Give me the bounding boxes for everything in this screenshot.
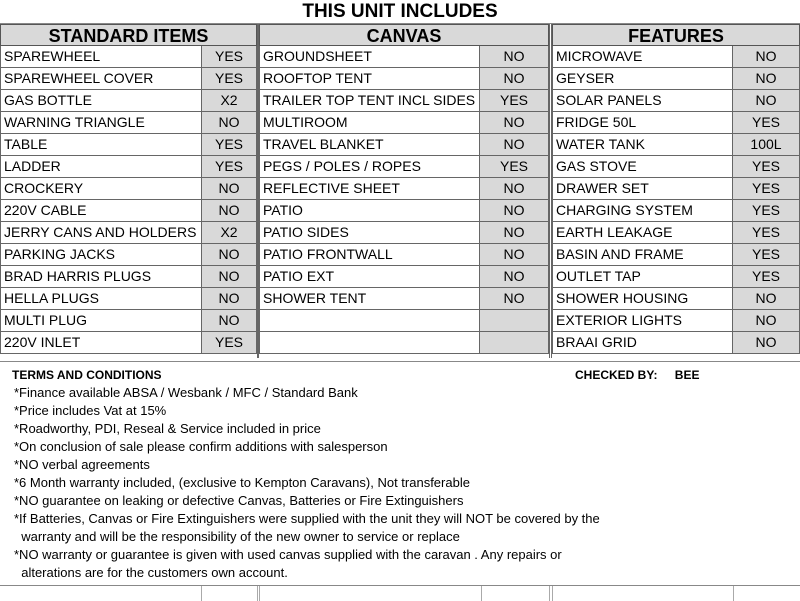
item-name: PARKING JACKS	[0, 244, 202, 265]
item-value: NO	[480, 112, 549, 133]
term-line: *NO warranty or guarantee is given with used canvas supplied with the caravan . Any repairs or	[14, 547, 562, 562]
item-value: YES	[733, 178, 800, 199]
item-value: YES	[480, 90, 549, 111]
item-name: DRAWER SET	[552, 178, 733, 199]
item-value: X2	[202, 90, 257, 111]
standard-row	[0, 200, 257, 222]
item-value: YES	[202, 156, 257, 177]
item-value: NO	[733, 90, 800, 111]
item-name: EXTERIOR LIGHTS	[552, 310, 733, 331]
term-line: *Finance available ABSA / Wesbank / MFC / Standard Bank	[14, 385, 358, 400]
item-name: LADDER	[0, 156, 202, 177]
item-name: BRAD HARRIS PLUGS	[0, 266, 202, 287]
item-value: NO	[202, 310, 257, 331]
item-value: NO	[480, 134, 549, 155]
item-value: YES	[733, 266, 800, 287]
features-row	[552, 156, 800, 178]
item-value: NO	[480, 288, 549, 309]
item-name: SHOWER TENT	[259, 288, 480, 309]
term-line: warranty and will be the responsibility of the new owner to service or replace	[14, 529, 460, 544]
item-value: YES	[733, 200, 800, 221]
item-value: NO	[733, 332, 800, 353]
item-name: GEYSER	[552, 68, 733, 89]
standard-row	[0, 134, 257, 156]
item-value	[480, 310, 549, 331]
term-line: *NO guarantee on leaking or defective Canvas, Batteries or Fire Extinguishers	[14, 493, 464, 508]
item-name: WATER TANK	[552, 134, 733, 155]
item-value: YES	[202, 68, 257, 89]
item-value: 100L	[733, 134, 800, 155]
standard-row	[0, 332, 257, 354]
item-name: GAS BOTTLE	[0, 90, 202, 111]
standard-row	[0, 68, 257, 90]
features-row	[552, 112, 800, 134]
item-value: NO	[202, 112, 257, 133]
features-row	[552, 222, 800, 244]
item-name: TABLE	[0, 134, 202, 155]
canvas-heading: CANVAS	[259, 24, 549, 46]
features-row	[552, 134, 800, 156]
item-name: ROOFTOP TENT	[259, 68, 480, 89]
features-row	[552, 288, 800, 310]
checked-by	[575, 368, 699, 382]
item-name: CROCKERY	[0, 178, 202, 199]
features-row	[552, 332, 800, 354]
features-row	[552, 178, 800, 200]
item-value: NO	[202, 200, 257, 221]
terms-heading: TERMS AND CONDITIONS	[12, 368, 162, 382]
item-value: NO	[202, 244, 257, 265]
item-name: CHARGING SYSTEM	[552, 200, 733, 221]
item-name: FRIDGE 50L	[552, 112, 733, 133]
item-name: MULTIROOM	[259, 112, 480, 133]
item-value: YES	[733, 112, 800, 133]
canvas-row	[259, 244, 549, 266]
item-name: REFLECTIVE SHEET	[259, 178, 480, 199]
checked-by-label: CHECKED BY:	[575, 368, 658, 382]
item-name: OUTLET TAP	[552, 266, 733, 287]
item-value: YES	[733, 156, 800, 177]
term-line: *NO verbal agreements	[14, 457, 150, 472]
item-value: NO	[480, 178, 549, 199]
item-value: YES	[480, 156, 549, 177]
features-row	[552, 200, 800, 222]
standard-row	[0, 288, 257, 310]
item-value: NO	[480, 68, 549, 89]
canvas-row	[259, 310, 549, 332]
item-value: NO	[202, 288, 257, 309]
features-row	[552, 46, 800, 68]
item-name: SOLAR PANELS	[552, 90, 733, 111]
item-name: 220V CABLE	[0, 200, 202, 221]
item-name	[259, 332, 480, 353]
standard-items-heading: STANDARD ITEMS	[0, 24, 257, 46]
canvas-row	[259, 134, 549, 156]
item-name: EARTH LEAKAGE	[552, 222, 733, 243]
item-name: PATIO EXT	[259, 266, 480, 287]
item-value: X2	[202, 222, 257, 243]
item-value: NO	[480, 244, 549, 265]
canvas-row	[259, 266, 549, 288]
item-value: YES	[733, 222, 800, 243]
item-name: WARNING TRIANGLE	[0, 112, 202, 133]
canvas-row	[259, 222, 549, 244]
item-name: PATIO SIDES	[259, 222, 480, 243]
item-name: HELLA PLUGS	[0, 288, 202, 309]
canvas-row	[259, 332, 549, 354]
terms-list	[14, 384, 600, 582]
item-value: NO	[202, 178, 257, 199]
item-name: PEGS / POLES / ROPES	[259, 156, 480, 177]
unit-includes-title: THIS UNIT INCLUDES	[0, 0, 800, 24]
item-value: YES	[202, 134, 257, 155]
canvas-row	[259, 288, 549, 310]
item-value	[480, 332, 549, 353]
bottom-grid-strip	[0, 585, 800, 601]
canvas-row	[259, 200, 549, 222]
features-column	[552, 24, 800, 354]
item-value: NO	[480, 266, 549, 287]
item-value: YES	[733, 244, 800, 265]
standard-row	[0, 178, 257, 200]
standard-row	[0, 156, 257, 178]
canvas-row	[259, 112, 549, 134]
item-name: GROUNDSHEET	[259, 46, 480, 67]
standard-row	[0, 90, 257, 112]
features-row	[552, 90, 800, 112]
standard-row	[0, 244, 257, 266]
standard-row	[0, 310, 257, 332]
canvas-row	[259, 46, 549, 68]
item-name: TRAVEL BLANKET	[259, 134, 480, 155]
item-name: BRAAI GRID	[552, 332, 733, 353]
item-name	[259, 310, 480, 331]
canvas-row	[259, 68, 549, 90]
item-name: SPAREWHEEL COVER	[0, 68, 202, 89]
item-value: NO	[480, 222, 549, 243]
features-heading: FEATURES	[552, 24, 800, 46]
features-row	[552, 310, 800, 332]
item-name: SPAREWHEEL	[0, 46, 202, 67]
item-value: NO	[733, 310, 800, 331]
item-name: PATIO	[259, 200, 480, 221]
features-row	[552, 68, 800, 90]
standard-row	[0, 46, 257, 68]
term-line: *If Batteries, Canvas or Fire Extinguishers were supplied with the unit they will NOT be covered by the	[14, 511, 600, 526]
standard-row	[0, 112, 257, 134]
item-name: MULTI PLUG	[0, 310, 202, 331]
item-value: NO	[480, 200, 549, 221]
item-value: NO	[480, 46, 549, 67]
features-row	[552, 266, 800, 288]
item-name: GAS STOVE	[552, 156, 733, 177]
item-name: TRAILER TOP TENT INCL SIDES	[259, 90, 480, 111]
canvas-row	[259, 90, 549, 112]
term-line: alterations are for the customers own account.	[14, 565, 288, 580]
item-value: NO	[202, 266, 257, 287]
standard-row	[0, 266, 257, 288]
item-value: NO	[733, 46, 800, 67]
canvas-row	[259, 178, 549, 200]
item-name: JERRY CANS AND HOLDERS	[0, 222, 202, 243]
canvas-row	[259, 156, 549, 178]
item-value: YES	[202, 332, 257, 353]
item-value: NO	[733, 68, 800, 89]
item-name: SHOWER HOUSING	[552, 288, 733, 309]
item-name: MICROWAVE	[552, 46, 733, 67]
item-value: NO	[733, 288, 800, 309]
canvas-column	[259, 24, 549, 354]
features-row	[552, 244, 800, 266]
term-line: *On conclusion of sale please confirm additions with salesperson	[14, 439, 388, 454]
standard-row	[0, 222, 257, 244]
item-name: 220V INLET	[0, 332, 202, 353]
standard-items-column	[0, 24, 257, 354]
terms-section	[0, 361, 800, 586]
checked-by-value: BEE	[674, 368, 700, 382]
term-line: *Price includes Vat at 15%	[14, 403, 167, 418]
item-name: PATIO FRONTWALL	[259, 244, 480, 265]
item-value: YES	[202, 46, 257, 67]
term-line: *6 Month warranty included, (exclusive to Kempton Caravans), Not transferable	[14, 475, 470, 490]
item-name: BASIN AND FRAME	[552, 244, 733, 265]
term-line: *Roadworthy, PDI, Reseal & Service included in price	[14, 421, 321, 436]
